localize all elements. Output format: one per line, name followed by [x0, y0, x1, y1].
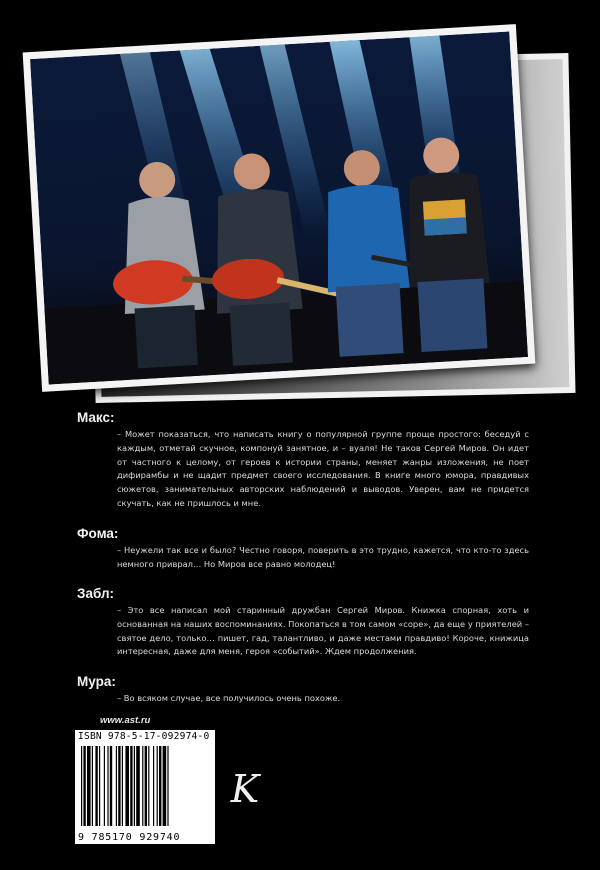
publisher-logo: [222, 766, 268, 812]
barcode-bar: [99, 746, 100, 826]
photo-stack: [0, 0, 600, 400]
barcode-bar: [153, 746, 154, 826]
isbn-barcode: [75, 730, 215, 844]
barcode-bar: [95, 746, 97, 826]
review-text: – Может показаться, что написать книгу о популярной группе проще простого: беседуй с каждым, отметай скучное, компонуй занятное, и – вуаля! Не таков Сергей Миров. Он идет от частного к целому, от героев к истории страны, меняет жанры изложения, не поет дифирамбы и не щадит предмет своего исследования. В книге много юмора, правдивых сюжетов, занимательных авторских наблюдений и выводов. Уверен, вам не придется скучать, как не пришлось и мне.: [117, 429, 529, 508]
barcode-bar: [122, 746, 123, 826]
barcode-bar: [148, 746, 149, 826]
band-photo: [23, 24, 536, 392]
review-text: – Во всяком случае, все получилось очень похоже.: [117, 693, 341, 703]
barcode-bar: [125, 746, 129, 826]
publisher-logo-letter: K: [230, 767, 260, 811]
barcode-bar: [157, 746, 158, 826]
review-foma: [77, 526, 529, 572]
barcode-bar: [130, 746, 132, 826]
barcode-bar: [145, 746, 147, 826]
barcode-bar: [104, 746, 105, 826]
reviewer-name: Фома:: [77, 526, 119, 541]
reviewer-name: Мура:: [77, 674, 116, 689]
barcode-bar: [159, 746, 161, 826]
review-mura: [77, 674, 529, 706]
barcode-bar: [110, 746, 112, 826]
barcode-bar: [107, 746, 108, 826]
barcode-bar: [134, 746, 135, 826]
barcode-bar: [167, 746, 168, 826]
publisher-website: www.ast.ru: [100, 715, 151, 726]
isbn-number: ISBN 978-5-17-092974-0: [78, 731, 210, 742]
review-zabl: [77, 586, 529, 659]
barcode-bar: [163, 746, 167, 826]
band-photo-image: [30, 31, 528, 384]
reviewer-name: Забл:: [77, 586, 115, 601]
review-maks: [77, 410, 529, 511]
review-text: – Это все написал мой старинный дружбан Сергей Миров. Книжка спорная, хоть и основанная на наших воспоминаниях. Покопаться в том самом «соре», да еще у приятелей – святое дело, только… пишет, гад, талантливо, и даже местами правдиво! Короче, книжица интересная, даже для меня, героя «событий». Ждем продолжения.: [117, 605, 529, 657]
review-text: – Неужели так все и было? Честно говоря, поверить в это трудно, кажется, что кто-то здесь немного приврал… Но Миров все равно молодец!: [117, 545, 529, 569]
barcode-bar: [142, 746, 143, 826]
barcode-bar: [116, 746, 117, 826]
barcode-bar: [118, 746, 120, 826]
barcode-bars: [81, 746, 209, 826]
barcode-bar: [87, 746, 91, 826]
barcode-bar: [81, 746, 82, 826]
barcode-bar: [92, 746, 93, 826]
barcode-digits: 9 785170 929740: [78, 832, 181, 843]
reviewer-name: Макс:: [77, 410, 115, 425]
barcode-bar: [83, 746, 85, 826]
barcode-bar: [136, 746, 140, 826]
